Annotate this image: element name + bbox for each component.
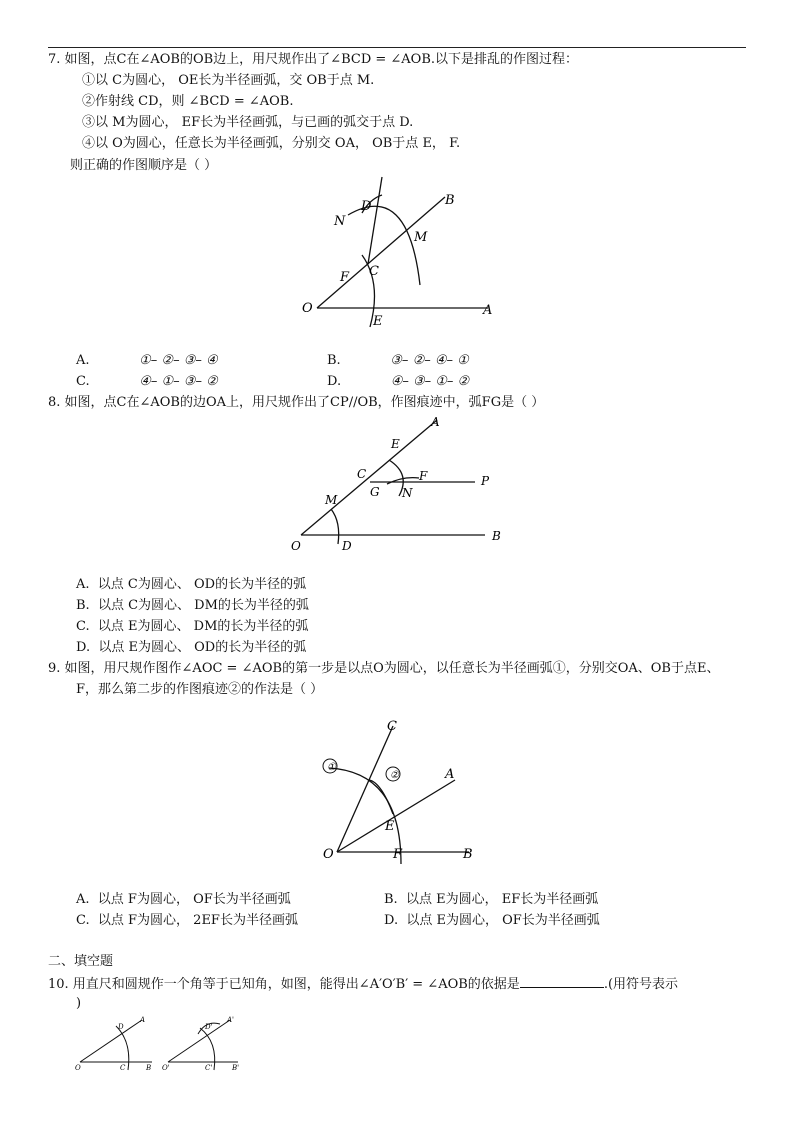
q7-step-4: ④以 O为圆心，任意长为半径画弧，分别交 OA， OB于点 E， F. — [82, 136, 461, 151]
q8-label-m: M — [325, 493, 338, 507]
q10-stem: 10. 用直尺和圆规作一个角等于已知角，如图，能得出∠A′O′B′ = ∠AOB的依据是 .(用符号表示 — [48, 974, 678, 994]
q8-label-c: C — [357, 467, 367, 481]
q7-label-o: O — [302, 301, 313, 316]
q8-label-d: D — [342, 539, 352, 553]
q7-ray-cd — [368, 177, 382, 264]
q9-label-f: F — [393, 847, 403, 862]
q9-ray-oa — [337, 780, 455, 852]
q10-copy-label-c: C' — [205, 1064, 213, 1072]
q9-label-e: E — [385, 819, 395, 834]
q10-answer-blank[interactable] — [520, 974, 604, 988]
q10-orig-label-d: D — [118, 1023, 124, 1031]
q8-label-b: B — [492, 529, 501, 543]
q8-label-p: P — [481, 474, 490, 488]
q9-label-c: C — [387, 719, 397, 734]
q7-figure — [290, 175, 510, 335]
q7-ask: 则正确的作图顺序是（ ） — [70, 158, 218, 173]
q8-option-a[interactable]: A. 以点 C为圆心、 OD的长为半径的弧 — [76, 577, 307, 592]
q10-copy-label-o: O' — [162, 1064, 170, 1072]
q8-label-g: G — [370, 485, 380, 499]
q10-orig-label-c: C — [120, 1064, 126, 1072]
q8-figure — [285, 412, 510, 557]
q9-option-a[interactable]: A. 以点 F为圆心， OF长为半径画弧 — [76, 892, 291, 907]
q7-arc-dm — [348, 206, 420, 285]
q7-step-1: ①以 C为圆心， OE长为半径画弧，交 OB于点 M. — [82, 73, 375, 88]
q9-label-circle-2: ② — [390, 770, 399, 781]
q7-label-e: E — [373, 314, 383, 329]
q7-label-b: B — [445, 193, 455, 208]
q7-label-m: M — [414, 230, 428, 245]
q8-label-e: E — [391, 437, 400, 451]
q7-option-a[interactable]: A. ①– ②– ③– ④ — [76, 353, 218, 368]
q9-figure — [305, 712, 485, 872]
q7-option-d[interactable]: D. ④– ③– ①– ② — [327, 374, 470, 389]
q7-stem: 7. 如图，点C在∠AOB的OB边上，用尺规作出了∠BCD = ∠AOB.以下是排乱的作图过程： — [48, 52, 579, 67]
q8-label-n: N — [402, 486, 413, 500]
q9-option-d[interactable]: D. 以点 E为圆心， OF长为半径画弧 — [384, 913, 600, 928]
q8-option-c[interactable]: C. 以点 E为圆心、 DM的长为半径的弧 — [76, 619, 309, 634]
q10-orig-ray-oa — [80, 1020, 142, 1062]
q7-label-f: F — [340, 270, 350, 285]
header-rule — [48, 47, 746, 48]
q7-label-d: D — [361, 199, 372, 214]
q9-label-b: B — [463, 847, 473, 862]
q9-arc-2 — [369, 780, 393, 814]
q7-label-c: C — [369, 264, 379, 279]
q9-option-c[interactable]: C. 以点 F为圆心， 2EF长为半径画弧 — [76, 913, 298, 928]
q7-label-a: A — [483, 303, 493, 318]
q8-label-f: F — [419, 469, 428, 483]
q8-label-o: O — [291, 539, 301, 553]
q10-figure-copy — [160, 1012, 250, 1074]
q8-option-d[interactable]: D. 以点 E为圆心、 OD的长为半径的弧 — [76, 640, 307, 655]
q10-figure-original — [74, 1012, 164, 1074]
q10-copy-label-b: B' — [232, 1064, 240, 1072]
q8-arc-md — [331, 509, 339, 544]
q10-copy-label-a: A' — [227, 1016, 234, 1024]
q10-orig-label-a: A — [140, 1016, 146, 1024]
q9-option-b[interactable]: B. 以点 E为圆心， EF长为半径画弧 — [384, 892, 599, 907]
q8-option-b[interactable]: B. 以点 C为圆心、 DM的长为半径的弧 — [76, 598, 309, 613]
q9-label-circle-1: ① — [327, 762, 336, 773]
q8-label-a: A — [431, 415, 440, 429]
q9-label-o: O — [323, 847, 334, 862]
q7-option-c[interactable]: C. ④– ①– ③– ② — [76, 374, 218, 389]
q10-copy-ray-oa — [168, 1020, 230, 1062]
q10-orig-label-b: B — [146, 1064, 152, 1072]
q7-label-n: N — [334, 214, 346, 229]
q9-stem-line2: F，那么第二步的作图痕迹②的作法是（ ） — [76, 682, 324, 697]
q7-step-3: ③以 M为圆心， EF长为半径画弧，与已画的弧交于点 D. — [82, 115, 414, 130]
q10-copy-label-d: D' — [205, 1023, 213, 1031]
section-title: 二、填空题 — [48, 954, 114, 969]
q9-stem-line1: 9. 如图，用尺规作图作∠AOC = ∠AOB的第一步是以点O为圆心，以任意长为半径画弧①，分别交OA、OB于点E、 — [48, 661, 720, 676]
q9-label-a: A — [445, 767, 455, 782]
q7-option-b[interactable]: B. ③– ②– ④– ① — [327, 353, 469, 368]
q7-step-2: ②作射线 CD，则 ∠BCD = ∠AOB. — [82, 94, 294, 109]
q10-stem-close: ) — [76, 996, 82, 1011]
q10-orig-label-o: O — [75, 1064, 81, 1072]
q8-stem: 8. 如图，点C在∠AOB的边OA上，用尺规作出了CP//OB，作图痕迹中，弧FG是（ ） — [48, 395, 545, 410]
